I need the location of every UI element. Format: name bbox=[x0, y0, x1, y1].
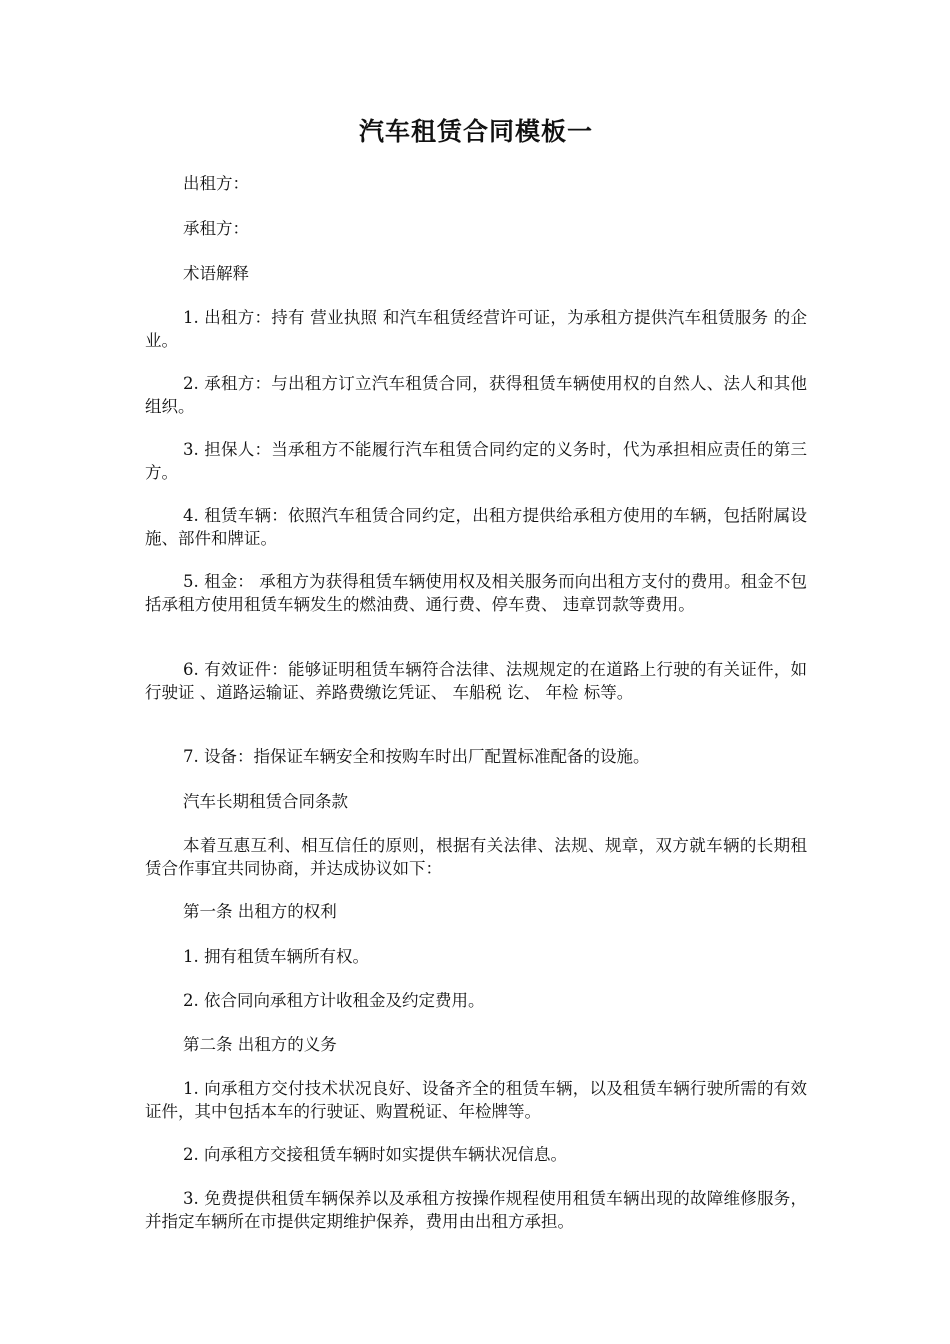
paragraph-article-1: 第一条 出租方的权利 bbox=[183, 902, 337, 921]
paragraph-article-2-item-3: 3. 免费提供租赁车辆保养以及承租方按操作规程使用租赁车辆出现的故障维修服务，并指定车辆所在市提供定期维护保养，费用由出租方承担。 bbox=[145, 1189, 807, 1231]
paragraph-lessee: 承租方： bbox=[183, 219, 249, 238]
paragraph-term-1: 1. 出租方：持有 营业执照 和汽车租赁经营许可证，为承租方提供汽车租赁服务 的企业。 bbox=[145, 308, 807, 350]
paragraph-preamble: 本着互惠互利、相互信任的原则，根据有关法律、法规、规章，双方就车辆的长期租赁合作事宜共同协商，并达成协议如下： bbox=[145, 836, 807, 878]
document-title: 汽车租赁合同模板一 bbox=[358, 117, 593, 146]
paragraph-article-2-item-1: 1. 向承租方交付技术状况良好、设备齐全的租赁车辆，以及租赁车辆行驶所需的有效证件，其中包括本车的行驶证、购置税证、年检牌等。 bbox=[145, 1079, 807, 1121]
paragraph-clauses-heading: 汽车长期租赁合同条款 bbox=[183, 792, 348, 811]
paragraph-term-6: 6. 有效证件：能够证明租赁车辆符合法律、法规规定的在道路上行驶的有关证件，如 行驶证 、道路运输证、养路费缴讫凭证、 车船税 讫、 年检 标等。 bbox=[145, 660, 807, 702]
paragraph-lessor: 出租方： bbox=[183, 174, 249, 193]
paragraph-term-5: 5. 租金： 承租方为获得租赁车辆使用权及相关服务而向出租方支付的费用。租金不包括承租方使用租赁车辆发生的燃油费、通行费、停车费、 违章罚款等费用。 bbox=[145, 572, 807, 614]
paragraph-article-2-item-2: 2. 向承租方交接租赁车辆时如实提供车辆状况信息。 bbox=[183, 1145, 567, 1164]
paragraph-terms-heading: 术语解释 bbox=[183, 264, 249, 283]
paragraph-term-4: 4. 租赁车辆：依照汽车租赁合同约定，出租方提供给承租方使用的车辆，包括附属设施、部件和牌证。 bbox=[145, 506, 807, 548]
paragraph-term-3: 3. 担保人：当承租方不能履行汽车租赁合同约定的义务时，代为承担相应责任的第三方。 bbox=[145, 440, 807, 482]
paragraph-article-1-item-2: 2. 依合同向承租方计收租金及约定费用。 bbox=[183, 991, 485, 1010]
paragraph-article-2: 第二条 出租方的义务 bbox=[183, 1035, 337, 1054]
paragraph-term-2: 2. 承租方：与出租方订立汽车租赁合同，获得租赁车辆使用权的自然人、法人和其他组织。 bbox=[145, 374, 807, 416]
paragraph-term-7: 7. 设备：指保证车辆安全和按购车时出厂配置标准配备的设施。 bbox=[183, 747, 650, 766]
paragraph-article-1-item-1: 1. 拥有租赁车辆所有权。 bbox=[183, 947, 369, 966]
